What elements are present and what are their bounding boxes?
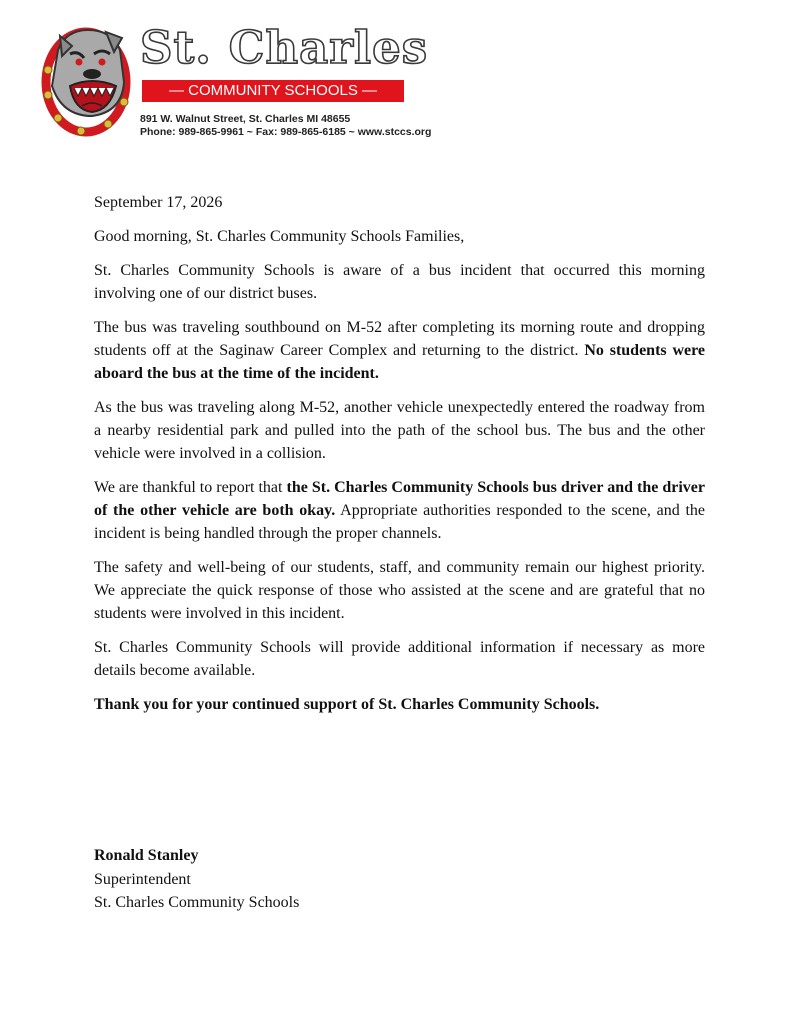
signer-title: Superintendent (94, 870, 191, 888)
signer-name-text: Ronald Stanley (94, 847, 199, 864)
closing-statement (94, 693, 705, 716)
drivers-intro: We are thankful to report that (94, 479, 283, 496)
drivers-okay-statement: the St. Charles Community Schools bus driver and the driver of the other vehicle are both okay. (94, 479, 706, 519)
address-line: 891 W. Walnut Street, St. Charles MI 48655 (140, 113, 351, 125)
paragraph-collision: As the bus was traveling along M-52, another vehicle unexpectedly entered the roadway from a nearby residential park and pulled into the path of the school bus. The bus and the other vehicle were involved in a collision. (94, 399, 705, 462)
community-schools-banner: — COMMUNITY SCHOOLS — (142, 80, 404, 102)
contact-block (140, 113, 431, 139)
closing-text: Thank you for your continued support of St. Charles Community Schools. (94, 696, 600, 713)
contact-line: Phone: 989-865-9961 ~ Fax: 989-865-6185 ~ www.stccs.org (140, 126, 432, 138)
paragraph-updates: St. Charles Community Schools will provide additional information if necessary as more details become available. (94, 639, 705, 679)
signature-block (94, 844, 299, 915)
paragraph-drivers (94, 476, 705, 545)
authorities-text: Appropriate authorities responded to the scene, and the incident is being handled through the proper channels. (94, 502, 705, 542)
signer-organization: St. Charles Community Schools (94, 894, 300, 911)
no-students-statement: No students were aboard the bus at the time of the incident. (94, 342, 706, 382)
school-name: St. Charles (140, 21, 429, 74)
letter-date: September 17, 2026 (94, 194, 223, 211)
paragraph-safety: The safety and well-being of our students, staff, and community remain our highest priority. We appreciate the quick response of those who assisted at the scene and are grateful that no students were involved in this incident. (94, 559, 705, 622)
paragraph-awareness: St. Charles Community Schools is aware of a bus incident that occurred this morning involving one of our district buses. (94, 262, 705, 302)
bulldog-mascot-icon (36, 20, 136, 140)
paragraph-route (94, 316, 705, 385)
letter-body (94, 191, 705, 727)
letterhead (0, 0, 799, 160)
letter-greeting: Good morning, St. Charles Community Schools Families, (94, 228, 465, 245)
route-text: The bus was traveling southbound on M-52 after completing its morning route and dropping students off at the Saginaw Career Complex and returning to the district. (94, 319, 705, 359)
signer-name (94, 844, 299, 868)
